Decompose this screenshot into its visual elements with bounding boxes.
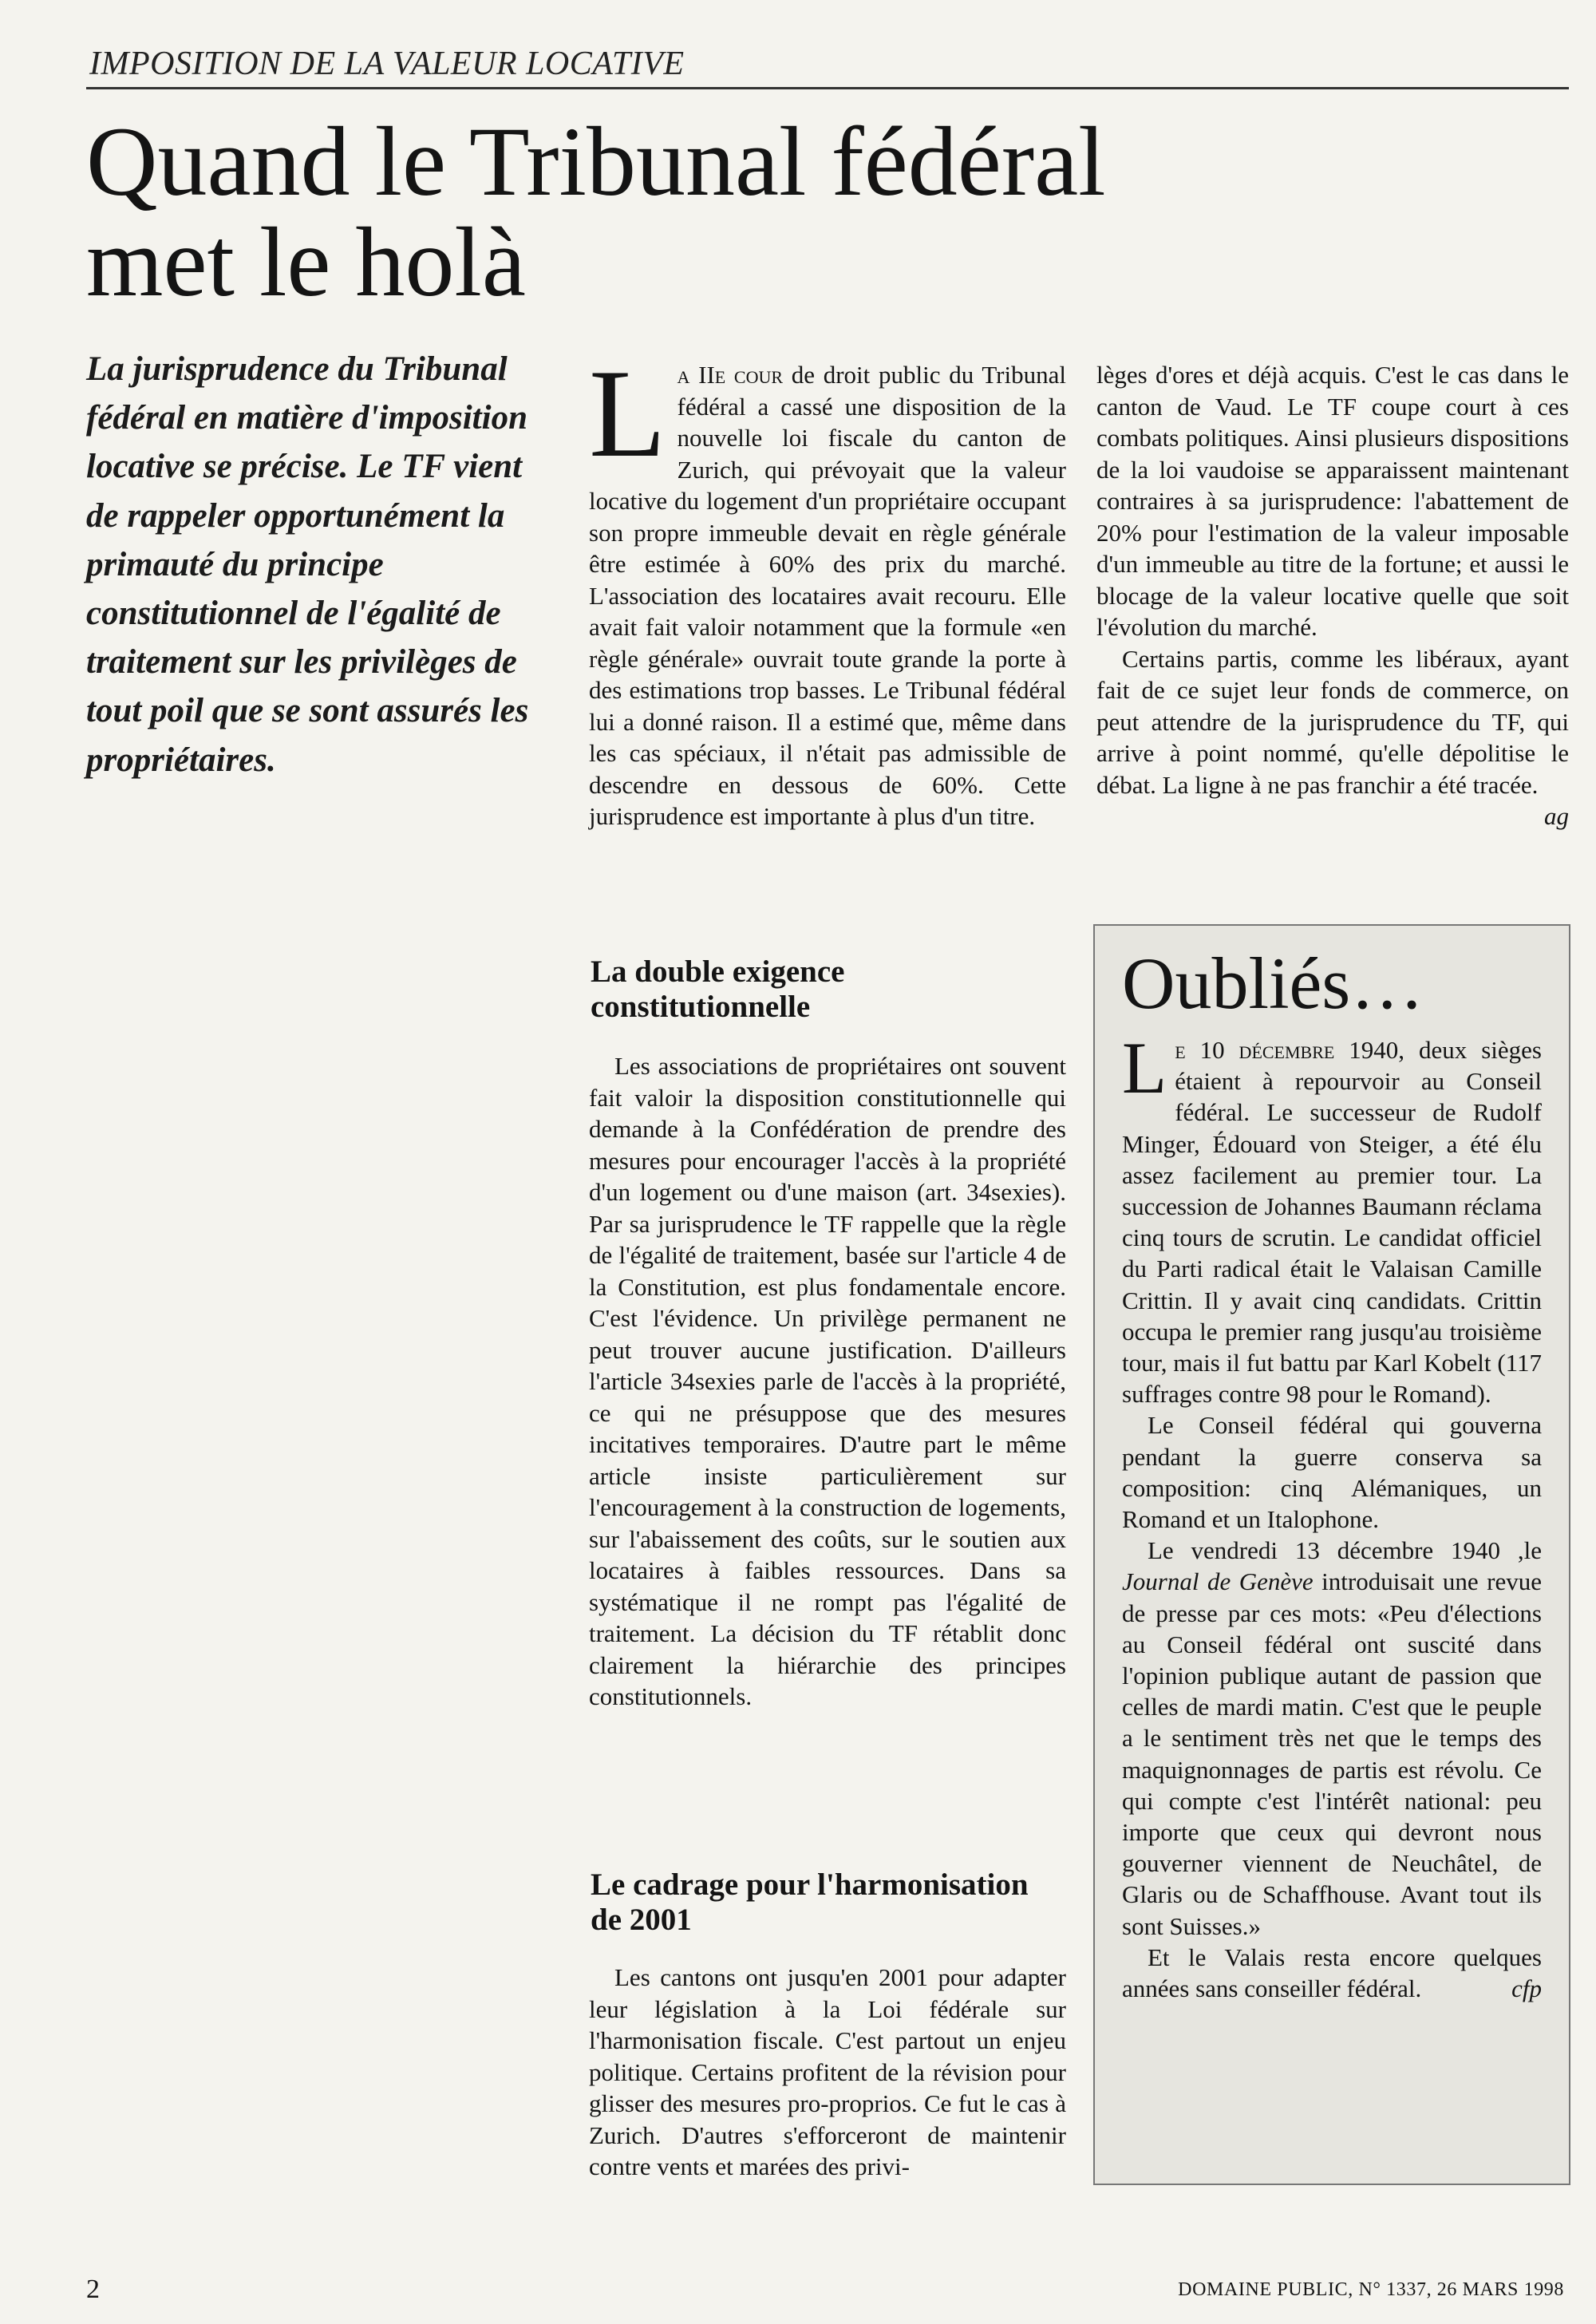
sidebar-drop-cap: L bbox=[1122, 1027, 1167, 1109]
rubric: IMPOSITION DE LA VALEUR LOCATIVE bbox=[89, 45, 685, 82]
col3-paragraph-2 bbox=[1096, 643, 1569, 830]
continuation-column bbox=[1096, 359, 1569, 832]
author-initials: ag bbox=[1544, 802, 1569, 830]
intro-text: de droit public du Tribunal fédéral a cassé une disposition de la nouvelle loi fiscale du canton de Zurich, qui prévoyait que la valeur locative du logement d'un propriétaire occupant son propre immeuble devait en règle générale être estimée à 60% des prix du marché. L'association des locataires avait recouru. Elle avait fait valoir notamment que la formule «en règle générale» ouvrait toute grande la porte à des estimations trop basses. Le Tribunal fédéral lui a donné raison. Il a estimé que, même dans les cas spéciaux, il n'était pas admissible de descendre en dessous de 60%. Cette jurisprudence est importante à plus d'un titre. bbox=[589, 361, 1066, 830]
lead-paragraph: La jurisprudence du Tribunal fédéral en matière d'imposition locative se précise. Le TF vient de rappeler opportunément la primauté du principe constitutionnel de l'égalité de traitement sur les privilèges de tout poil que se sont assurés les propriétaires. bbox=[86, 350, 529, 779]
sidebar-paragraph-1 bbox=[1122, 1027, 1542, 1409]
section2-paragraph: Les cantons ont jusqu'en 2001 pour adapter leur législation à la Loi fédérale sur l'harmonisation fiscale. C'est partout un enjeu politique. Certains profitent de la révision pour glisser des mesures pro-proprios. Ce fut le cas à Zurich. D'autres s'efforceront de maintenir contre vents et marées des privi- bbox=[589, 1963, 1066, 2180]
sidebar-title: Oubliés… bbox=[1122, 943, 1424, 1024]
section1-paragraph: Les associations de propriétaires ont souvent fait valoir la disposition constitutionnelle qui demande à la Confédération de prendre des mesures pour encourager l'accès à la propriété d'un logement ou d'une maison (art. 34sexies). Par sa jurisprudence le TF rappelle que la règle de l'égalité de traitement, basée sur l'article 4 de la Constitution, est plus fondamentale encore. C'est l'évidence. Un privilège permanent ne peut trouver aucune justification. D'ailleurs l'article 34sexies parle de l'accès à la propriété, ce qui ne présuppose que des mesures incitatives temporaires. D'autre part le même article insiste particulièrement sur l'encouragement à la construction de logements, sur l'abaissement des coûts, sur le soutien aux locataires à faibles ressources. Dans sa systématique il ne rompt pas l'égalité de traitement. La décision du TF rétablit donc clairement la hiérarchie des principes constitutionnels. bbox=[589, 1052, 1066, 1710]
headline-line-1: Quand le Tribunal fédéral bbox=[86, 107, 1106, 216]
intro-paragraph bbox=[589, 344, 1066, 832]
sidebar-paragraph-3 bbox=[1122, 1535, 1542, 1942]
intro-column bbox=[589, 344, 1066, 832]
sidebar-box-oublies bbox=[1093, 924, 1570, 2185]
sidebar-p3-start: Le vendredi 13 décembre 1940 ,le bbox=[1148, 1536, 1542, 1565]
sidebar-p3-end: introduisait une revue de presse par ces mots: «Peu d'élections au Conseil fédéral ont suscité dans l'opinion publique autant de passion que celles de mardi matin. C'est que le peuple a le sentiment très net que le temps des maquignonnages de partis est révolu. Ce qui compte c'est l'intérêt national: peu importe que ceux qui devront nous gouverner viennent de Neuchâtel, de Glaris ou de Schaffhouse. Avant tout ils sont Suisses.» bbox=[1122, 1567, 1543, 1940]
page-number: 2 bbox=[86, 2275, 100, 2304]
section-heading-double-exigence: La double exigence constitutionnelle bbox=[591, 955, 845, 1024]
col3-paragraph-2-text: Certains partis, comme les libéraux, ayant fait de ce sujet leur fonds de commerce, on peut attendre de la jurisprudence du TF, qui arrive à point nommé, qu'elle dépolitise le débat. La ligne à ne pas franchir a été tracée. bbox=[1096, 644, 1569, 799]
header-rule bbox=[86, 87, 1569, 89]
sidebar-author-initials: cfp bbox=[1511, 1974, 1542, 2003]
journal-name: Journal de Genève bbox=[1122, 1567, 1314, 1596]
sidebar-paragraph-4 bbox=[1122, 1942, 1542, 2004]
headline bbox=[86, 107, 1443, 317]
sidebar-paragraph-2: Le Conseil fédéral qui gouverna pendant la guerre conserva sa composition: cinq Alémaniques, un Romand et un Italophone. bbox=[1122, 1411, 1542, 1534]
section-body-double-exigence bbox=[589, 1050, 1066, 1713]
drop-cap: L bbox=[589, 344, 666, 484]
section-body-cadrage bbox=[589, 1962, 1066, 2183]
section-heading-cadrage: Le cadrage pour l'harmonisation de 2001 bbox=[591, 1868, 1029, 1937]
publication-line: DOMAINE PUBLIC, N° 1337, 26 MARS 1998 bbox=[1178, 2279, 1564, 2300]
sidebar-p1-text: 1940, deux sièges étaient à repourvoir au Conseil fédéral. Le successeur de Rudolf Minger, Édouard von Steiger, a été élu assez facilement au premier tour. La succession de Johannes Baumann réclama cinq tours de scrutin. Le candidat officiel du Parti radical était le Valaisan Camille Crittin. Il y avait cinq candidats. Crittin occupa le premier rang jusqu'au troisième tour, mais il fut battu par Karl Kobelt (117 suffrages contre 98 pour le Romand). bbox=[1122, 1036, 1542, 1409]
sidebar-smallcaps: e 10 décembre bbox=[1175, 1036, 1335, 1064]
headline-line-2: met le holà bbox=[86, 208, 526, 317]
intro-smallcaps: a IIe cour bbox=[677, 361, 784, 389]
sidebar-p4-text: Et le Valais resta encore quelques années sans conseiller fédéral. bbox=[1122, 1943, 1542, 2003]
sidebar-body bbox=[1122, 1027, 1543, 2004]
col3-paragraph-1: lèges d'ores et déjà acquis. C'est le cas dans le canton de Vaud. Le TF coupe court à ces combats politiques. Ainsi plusieurs dispositions de la loi vaudoise se apparaissent maintenant contraires à sa jurisprudence: l'abattement de 20% pour l'estimation de la valeur imposable d'un immeuble au titre de la fortune; et aussi le blocage de la valeur locative quelle que soit l'évolution du marché. bbox=[1096, 361, 1569, 641]
